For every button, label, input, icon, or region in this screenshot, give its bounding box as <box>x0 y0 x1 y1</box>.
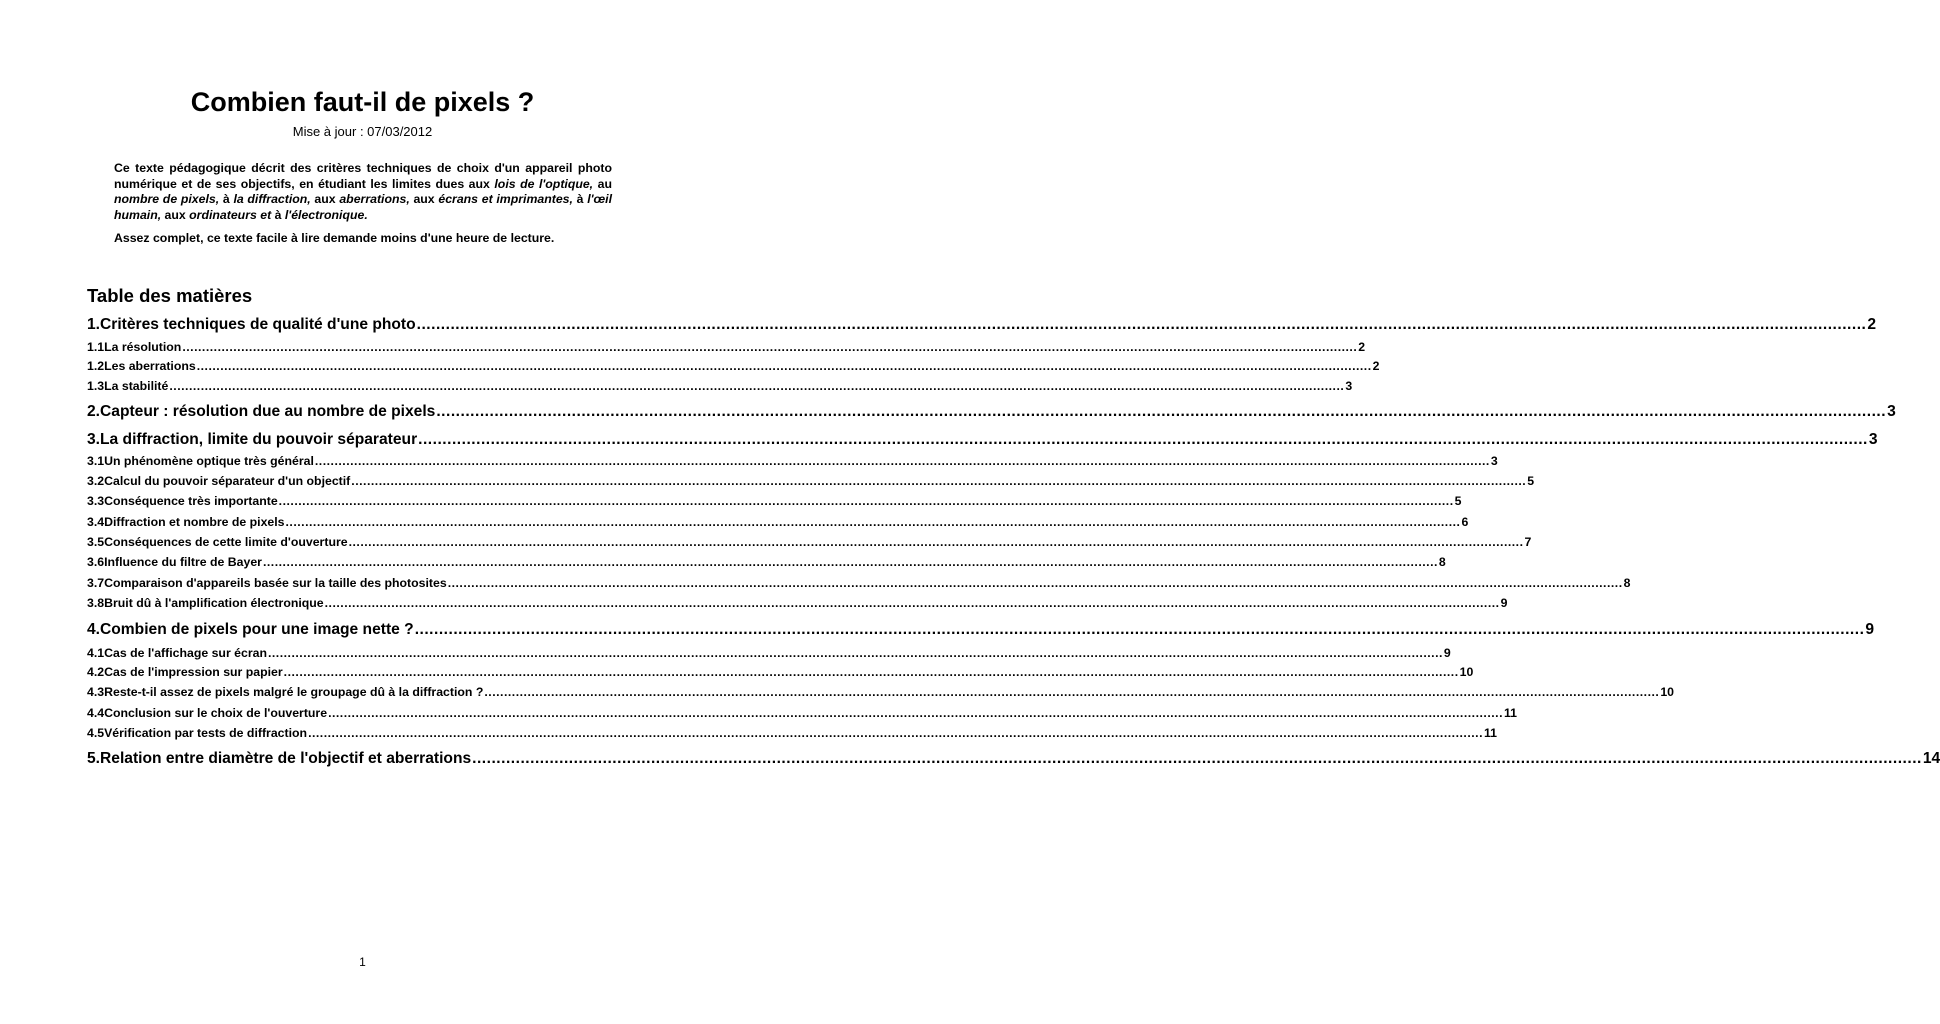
toc-section-entry[interactable] <box>87 474 1535 489</box>
toc-section-entry[interactable] <box>87 596 1508 611</box>
toc-entry-number: 4.2 <box>87 665 105 679</box>
toc-entry-page: 6 <box>1461 515 1469 529</box>
abstract-text: aux <box>310 192 340 207</box>
toc-section-entry[interactable] <box>87 706 1518 721</box>
toc-section-entry[interactable] <box>87 359 1380 374</box>
toc-section-entry[interactable] <box>87 555 1446 570</box>
toc-entry-number: 1. <box>87 316 101 333</box>
toc-entry-page: 3 <box>1490 454 1498 468</box>
abstract-emphasis: lois de l'optique, <box>494 176 594 191</box>
toc-entry-label: La stabilité <box>104 379 169 393</box>
toc-entry-label: Diffraction et nombre de pixels <box>104 515 285 529</box>
toc-entry-label: Calcul du pouvoir séparateur d'un objectif <box>104 474 351 488</box>
abstract-emphasis: l'électronique. <box>284 207 368 222</box>
toc-section-entry[interactable] <box>87 665 1474 680</box>
toc-section-entry[interactable] <box>87 646 1451 661</box>
toc-chapter-entry[interactable] <box>87 749 1940 769</box>
toc-entry-number: 3.8 <box>87 596 105 610</box>
toc-entry-label: Conclusion sur le choix de l'ouverture <box>104 706 328 720</box>
toc-dot-leader: ............................................................................................................................................................................................................................................................................................................ <box>262 555 1438 569</box>
toc-entry-label: Bruit dû à l'amplification électronique <box>104 596 324 610</box>
toc-entry-number: 5. <box>87 750 101 767</box>
toc-entry-number: 4.4 <box>87 706 105 720</box>
abstract-emphasis: écrans et imprimantes, <box>438 192 573 207</box>
abstract-emphasis: ordinateurs et <box>189 207 272 222</box>
toc-chapter-entry[interactable] <box>87 402 1896 422</box>
toc-entry-page: 9 <box>1443 646 1451 660</box>
abstract-text: Ce texte pédagogique décrit des critères techniques de choix d'un appareil photo numérique et de ses objectifs, en étudiant les limites dues aux <box>114 161 612 191</box>
toc-entry-number: 3.1 <box>87 454 105 468</box>
abstract-text: à <box>219 192 234 207</box>
toc-entry-label: Cas de l'impression sur papier <box>104 665 283 679</box>
toc-section-entry[interactable] <box>87 685 1675 700</box>
abstract-text: à <box>271 207 285 222</box>
toc-dot-leader: ............................................................................................................................................................................................................................................................................................................ <box>196 359 1372 373</box>
toc-entry-label: Comparaison d'appareils basée sur la taille des photosites <box>104 576 447 590</box>
toc-entry-page: 5 <box>1454 494 1462 508</box>
toc-entry-number: 3. <box>87 431 101 448</box>
toc-entry-page: 7 <box>1524 535 1532 549</box>
toc-entry-number: 3.2 <box>87 474 105 488</box>
toc-section-entry[interactable] <box>87 454 1498 469</box>
toc-entry-number: 4. <box>87 621 101 638</box>
toc-entry-page: 2 <box>1372 359 1380 373</box>
toc-entry-number: 3.4 <box>87 515 105 529</box>
toc-entry-page: 5 <box>1527 474 1535 488</box>
toc-dot-leader: ............................................................................................................................................................................................................................................................................................................ <box>328 706 1504 720</box>
toc-entry-number: 3.6 <box>87 555 105 569</box>
toc-entry-page: 14 <box>1922 750 1940 767</box>
toc-entry-number: 1.2 <box>87 359 105 373</box>
toc-entry-label: Cas de l'affichage sur écran <box>104 646 267 660</box>
toc-entry-label: Conséquences de cette limite d'ouverture <box>104 535 348 549</box>
toc-entry-label: Critères techniques de qualité d'une photo <box>100 316 416 333</box>
toc-dot-leader: ............................................................................................................................................................................................................................................................................................................ <box>472 750 1922 767</box>
toc-dot-leader: ............................................................................................................................................................................................................................................................................................................ <box>447 576 1623 590</box>
toc-entry-number: 2. <box>87 403 101 420</box>
toc-chapter-entry[interactable] <box>87 315 1877 335</box>
toc-entry-label: Relation entre diamètre de l'objectif et aberrations <box>100 750 472 767</box>
toc-entry-label: Reste-t-il assez de pixels malgré le groupage dû à la diffraction ? <box>104 685 484 699</box>
abstract-emphasis: aberrations, <box>339 192 410 207</box>
toc-entry-page: 11 <box>1504 706 1518 720</box>
toc-dot-leader: ............................................................................................................................................................................................................................................................................................................ <box>418 431 1868 448</box>
toc-dot-leader: ............................................................................................................................................................................................................................................................................................................ <box>484 685 1660 699</box>
toc-section-entry[interactable] <box>87 379 1353 394</box>
toc-entry-page: 2 <box>1358 340 1366 354</box>
document-title: Combien faut-il de pixels ? <box>190 87 535 117</box>
update-date: Mise à jour : 07/03/2012 <box>292 124 433 139</box>
toc-entry-label: Influence du filtre de Bayer <box>104 555 262 569</box>
abstract-reading-time: Assez complet, ce texte facile à lire demande moins d'une heure de lecture. <box>114 231 555 246</box>
toc-entry-label: Conséquence très importante <box>104 494 278 508</box>
toc-section-entry[interactable] <box>87 726 1498 741</box>
toc-entry-page: 3 <box>1868 431 1878 448</box>
toc-entry-page: 11 <box>1484 726 1498 740</box>
toc-dot-leader: ............................................................................................................................................................................................................................................................................................................ <box>285 515 1461 529</box>
toc-entry-page: 9 <box>1865 621 1875 638</box>
toc-dot-leader: ............................................................................................................................................................................................................................................................................................................ <box>182 340 1358 354</box>
toc-section-entry[interactable] <box>87 576 1631 591</box>
abstract-paragraph <box>114 161 612 223</box>
abstract-emphasis: l'œil humain, <box>114 192 612 222</box>
toc-dot-leader: ............................................................................................................................................................................................................................................................................................................ <box>351 474 1527 488</box>
toc-dot-leader: ............................................................................................................................................................................................................................................................................................................ <box>283 665 1459 679</box>
toc-heading: Table des matières <box>87 285 253 306</box>
toc-section-entry[interactable] <box>87 494 1462 509</box>
toc-dot-leader: ............................................................................................................................................................................................................................................................................................................ <box>278 494 1454 508</box>
toc-entry-label: Vérification par tests de diffraction <box>104 726 308 740</box>
toc-dot-leader: ............................................................................................................................................................................................................................................................................................................ <box>436 403 1887 420</box>
toc-dot-leader: ............................................................................................................................................................................................................................................................................................................ <box>267 646 1443 660</box>
abstract-text: aux <box>409 192 439 207</box>
toc-entry-page: 2 <box>1867 316 1877 333</box>
abstract-text: au <box>593 176 612 191</box>
toc-entry-page: 9 <box>1500 596 1508 610</box>
toc-dot-leader: ............................................................................................................................................................................................................................................................................................................ <box>324 596 1500 610</box>
toc-section-entry[interactable] <box>87 535 1532 550</box>
toc-entry-label: La diffraction, limite du pouvoir séparateur <box>100 431 418 448</box>
toc-entry-page: 10 <box>1459 665 1474 679</box>
toc-entry-label: Un phénomène optique très général <box>104 454 314 468</box>
toc-dot-leader: ............................................................................................................................................................................................................................................................................................................ <box>416 316 1867 333</box>
toc-dot-leader: ............................................................................................................................................................................................................................................................................................................ <box>169 379 1345 393</box>
abstract-emphasis: la diffraction, <box>233 192 311 207</box>
abstract-emphasis: nombre de pixels, <box>114 192 220 207</box>
toc-chapter-entry[interactable] <box>87 430 1878 450</box>
toc-entry-number: 4.3 <box>87 685 105 699</box>
toc-entry-number: 1.1 <box>87 340 105 354</box>
toc-chapter-entry[interactable] <box>87 620 1875 640</box>
toc-entry-label: Les aberrations <box>104 359 196 373</box>
toc-entry-label: Combien de pixels pour une image nette ? <box>100 621 414 638</box>
toc-entry-number: 3.3 <box>87 494 105 508</box>
toc-dot-leader: ............................................................................................................................................................................................................................................................................................................ <box>314 454 1490 468</box>
toc-section-entry[interactable] <box>87 515 1469 530</box>
toc-entry-page: 3 <box>1345 379 1353 393</box>
abstract-text: à <box>572 192 588 207</box>
toc-entry-page: 3 <box>1887 403 1896 420</box>
toc-entry-number: 4.5 <box>87 726 105 740</box>
toc-entry-page: 8 <box>1438 555 1446 569</box>
toc-dot-leader: ............................................................................................................................................................................................................................................................................................................ <box>348 535 1524 549</box>
toc-entry-number: 4.1 <box>87 646 105 660</box>
abstract-text: aux <box>161 207 190 222</box>
toc-section-entry[interactable] <box>87 340 1366 355</box>
toc-dot-leader: ............................................................................................................................................................................................................................................................................................................ <box>414 621 1865 638</box>
toc-entry-page: 8 <box>1623 576 1631 590</box>
toc-entry-number: 3.7 <box>87 576 105 590</box>
toc-entry-label: La résolution <box>104 340 182 354</box>
abstract <box>114 161 612 247</box>
toc-entry-number: 1.3 <box>87 379 105 393</box>
toc-dot-leader: ............................................................................................................................................................................................................................................................................................................ <box>308 726 1484 740</box>
toc-entry-page: 10 <box>1660 685 1675 699</box>
toc-entry-label: Capteur : résolution due au nombre de pixels <box>100 403 436 420</box>
toc-entry-number: 3.5 <box>87 535 105 549</box>
page-number: 1 <box>359 955 366 969</box>
